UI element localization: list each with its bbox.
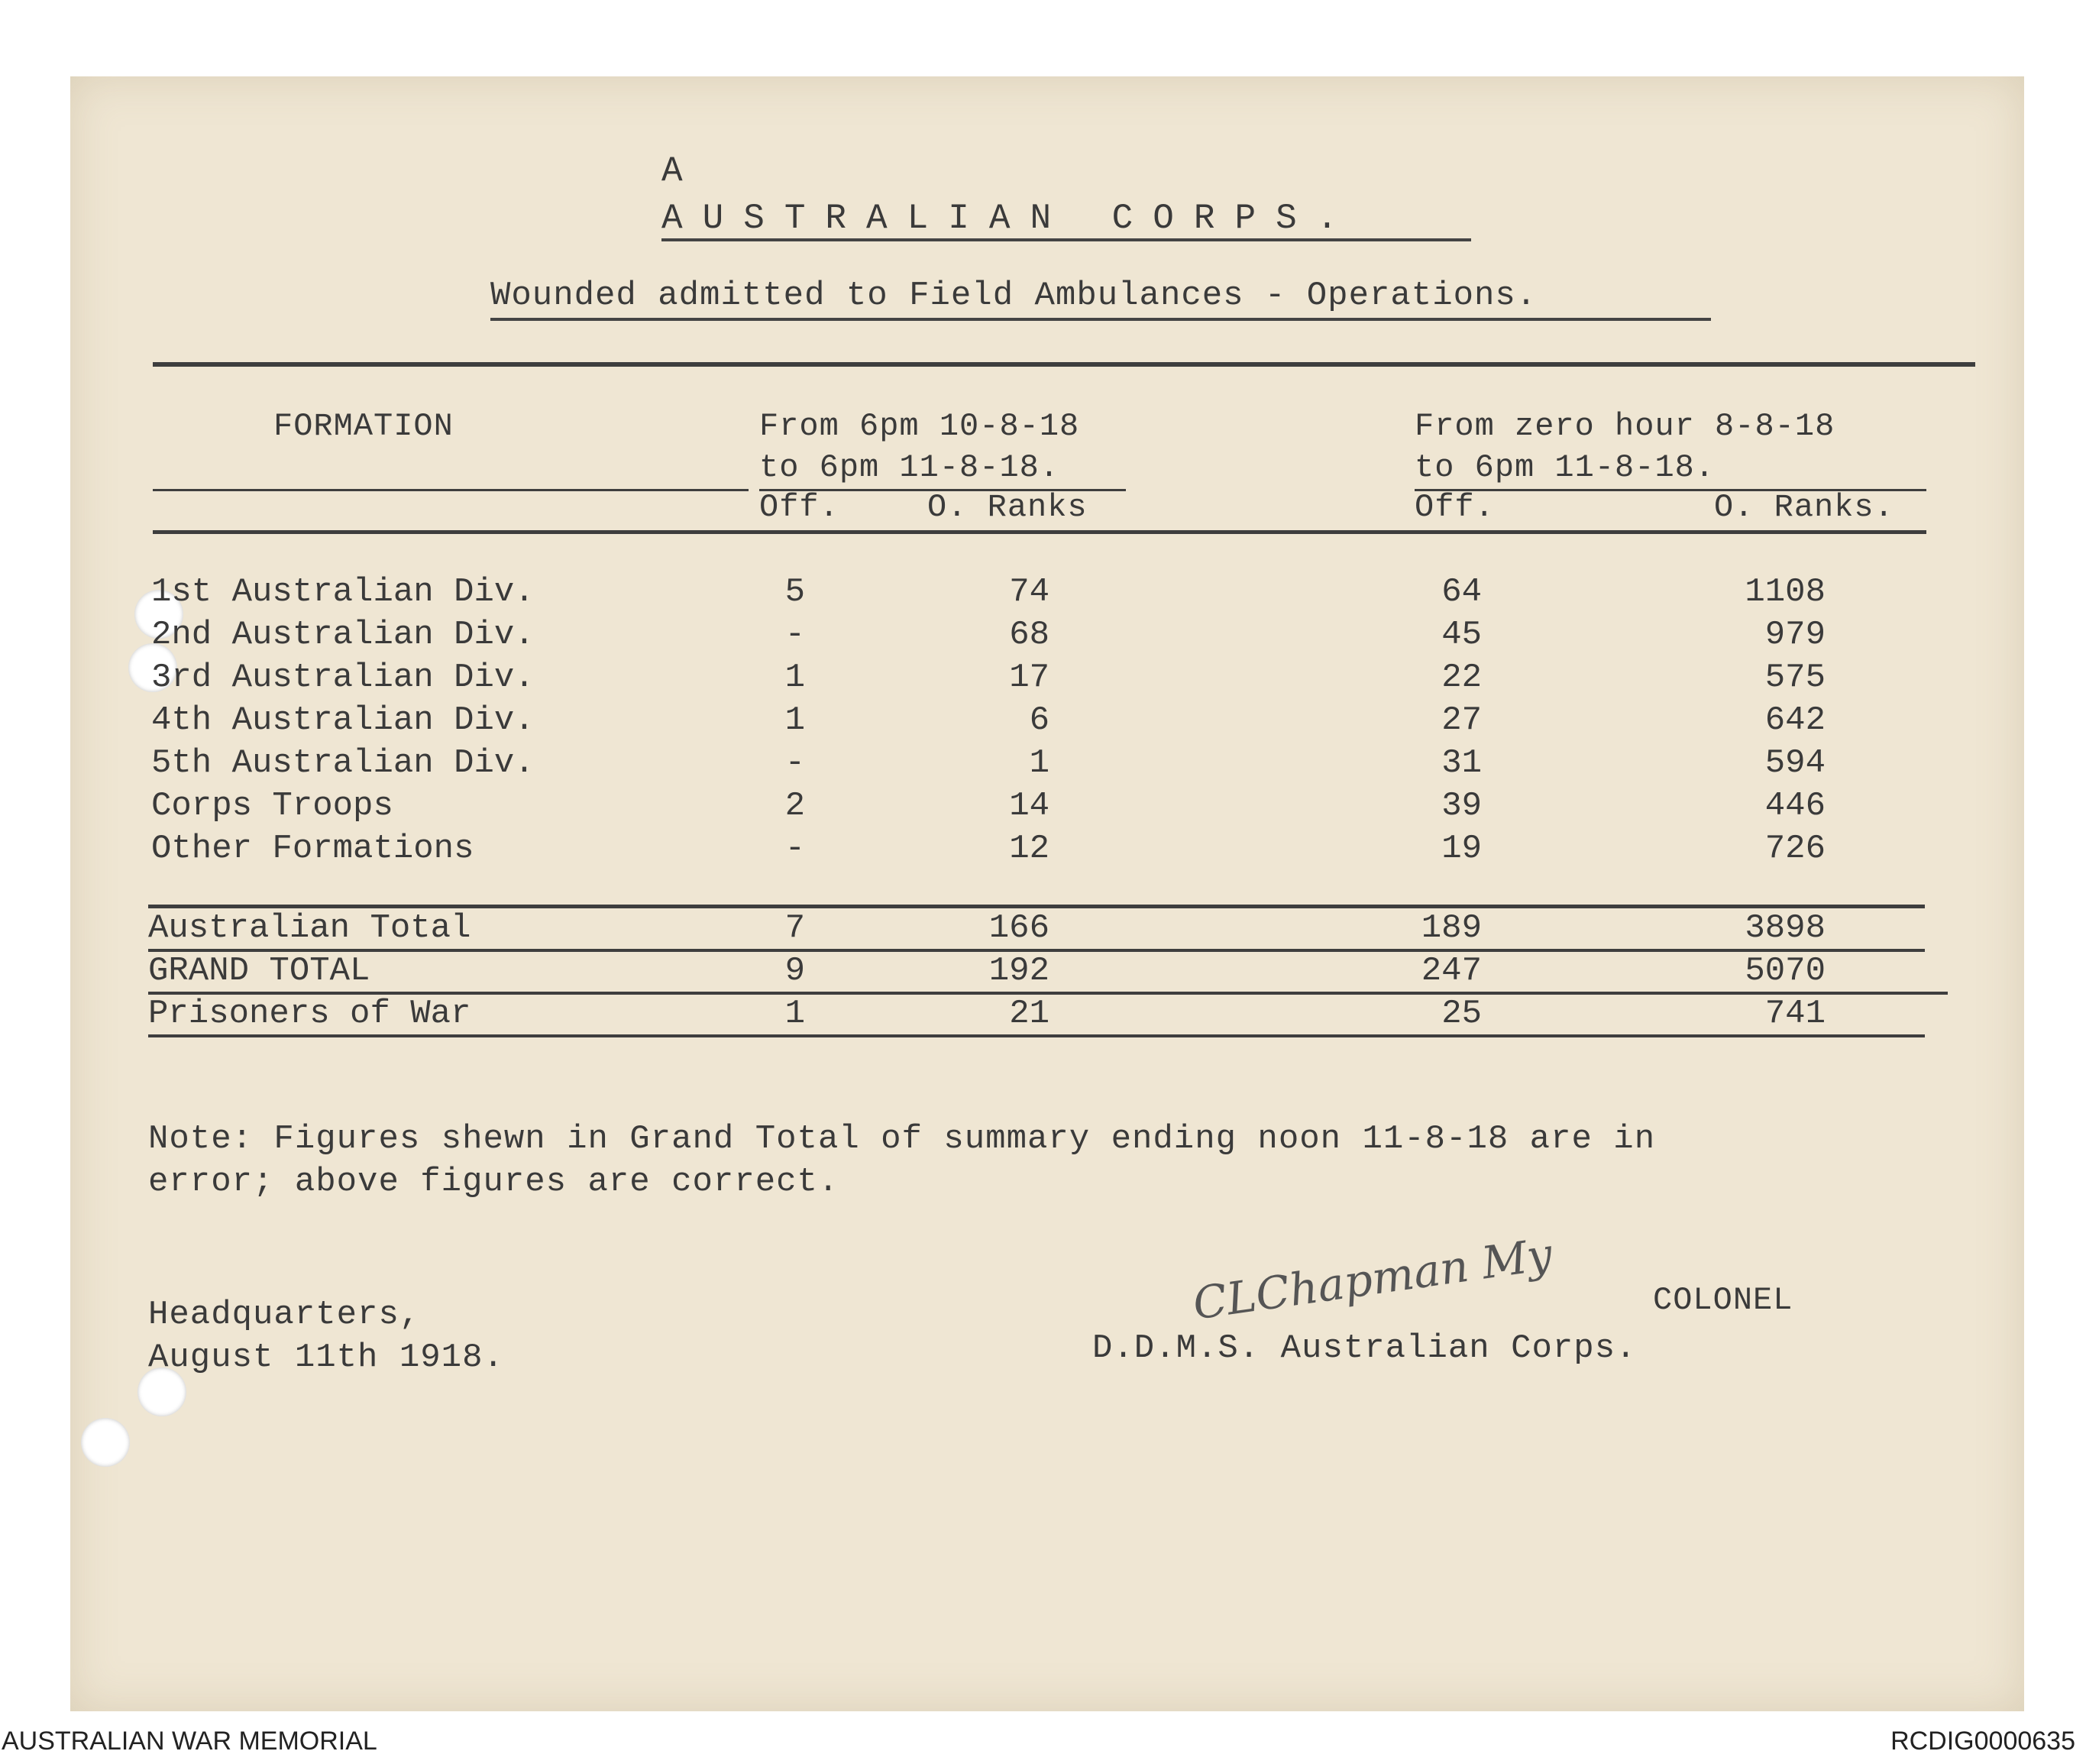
cell-off2: 25 [1441, 995, 1482, 1033]
total-name: Australian Total [148, 909, 471, 947]
signature: CLChapman My [1189, 1228, 1556, 1330]
office: D.D.M.S. Australian Corps. [1092, 1329, 1637, 1368]
cell-or2: 979 [1764, 616, 1826, 654]
note-line-2: error; above figures are correct. [148, 1163, 839, 1201]
cell-or1: 12 [1009, 830, 1049, 868]
note-line-1: Note: Figures shewn in Grand Total of summary ending noon 11-8-18 are in [148, 1120, 1656, 1158]
cell-or2: 3898 [1745, 909, 1826, 947]
hq-line-2: August 11th 1918. [148, 1338, 504, 1377]
cell-or1: 74 [1009, 573, 1049, 611]
letter-a: A [661, 151, 684, 191]
cell-or1: 21 [1009, 995, 1049, 1033]
subtitle-underline [490, 318, 1711, 321]
row-name: 3rd Australian Div. [151, 659, 535, 697]
cell-or2: 726 [1764, 830, 1826, 868]
cell-or2: 741 [1764, 995, 1826, 1033]
cell-or1: 192 [988, 952, 1049, 990]
cell-off2: 64 [1441, 573, 1482, 611]
cell-off2: 22 [1441, 659, 1482, 697]
cell-or2: 5070 [1745, 952, 1826, 990]
period1-line2: to 6pm 11-8-18. [759, 449, 1060, 486]
cell-or2: 446 [1764, 787, 1826, 825]
cell-off2: 27 [1441, 701, 1482, 740]
row-name: Other Formations [151, 830, 474, 868]
header-divider-left [153, 489, 749, 491]
cell-off1: 1 [784, 659, 805, 697]
cell-off1: 1 [784, 995, 805, 1033]
cell-off1: 9 [784, 952, 805, 990]
off-label-2: Off. [1415, 489, 1495, 526]
cell-off1: 5 [784, 573, 805, 611]
total-name: GRAND TOTAL [148, 952, 370, 990]
row-name: 2nd Australian Div. [151, 616, 535, 654]
header-bottom-rule [153, 530, 1926, 534]
table-top-rule [153, 362, 1975, 367]
cell-or1: 166 [988, 909, 1049, 947]
period2-line1: From zero hour 8-8-18 [1415, 408, 1835, 445]
col-formation: FORMATION [273, 408, 454, 445]
footer-record-id: RCDIG0000635 [1890, 1727, 2075, 1756]
cell-off2: 39 [1441, 787, 1482, 825]
cell-off1: 7 [784, 909, 805, 947]
title-underline [661, 238, 1471, 241]
cell-or2: 575 [1764, 659, 1826, 697]
cell-or1: 68 [1009, 616, 1049, 654]
row-name: 4th Australian Div. [151, 701, 535, 740]
cell-or1: 1 [1029, 744, 1049, 782]
cell-or1: 14 [1009, 787, 1049, 825]
punch-hole [81, 1418, 130, 1467]
cell-off2: 31 [1441, 744, 1482, 782]
cell-or1: 6 [1029, 701, 1049, 740]
document-subtitle: Wounded admitted to Field Ambulances - Operations. [490, 277, 1538, 315]
cell-off2: 189 [1421, 909, 1482, 947]
cell-or2: 642 [1764, 701, 1826, 740]
cell-off2: 45 [1441, 616, 1482, 654]
cell-off1: - [784, 616, 805, 654]
period1-line1: From 6pm 10-8-18 [759, 408, 1080, 445]
document-page [70, 76, 2024, 1711]
cell-off1: - [784, 830, 805, 868]
cell-off1: 2 [784, 787, 805, 825]
ranks-label-1: O. Ranks [927, 489, 1088, 526]
cell-or2: 594 [1764, 744, 1826, 782]
row-name: 1st Australian Div. [151, 573, 535, 611]
cell-off1: - [784, 744, 805, 782]
totals-bottom-rule [148, 1034, 1925, 1037]
corps-title: AUSTRALIAN CORPS. [661, 199, 1358, 238]
cell-off2: 19 [1441, 830, 1482, 868]
cell-off1: 1 [784, 701, 805, 740]
totals-top-rule [148, 905, 1925, 908]
cell-or1: 17 [1009, 659, 1049, 697]
footer-institution: AUSTRALIAN WAR MEMORIAL [2, 1727, 377, 1756]
total-name: Prisoners of War [148, 995, 471, 1033]
rank: COLONEL [1653, 1282, 1793, 1319]
off-label-1: Off. [759, 489, 839, 526]
ranks-label-2: O. Ranks. [1714, 489, 1894, 526]
cell-or2: 1108 [1745, 573, 1826, 611]
row-name: 5th Australian Div. [151, 744, 535, 782]
row-name: Corps Troops [151, 787, 393, 825]
period2-line2: to 6pm 11-8-18. [1415, 449, 1716, 486]
cell-off2: 247 [1421, 952, 1482, 990]
hq-line-1: Headquarters, [148, 1296, 421, 1334]
